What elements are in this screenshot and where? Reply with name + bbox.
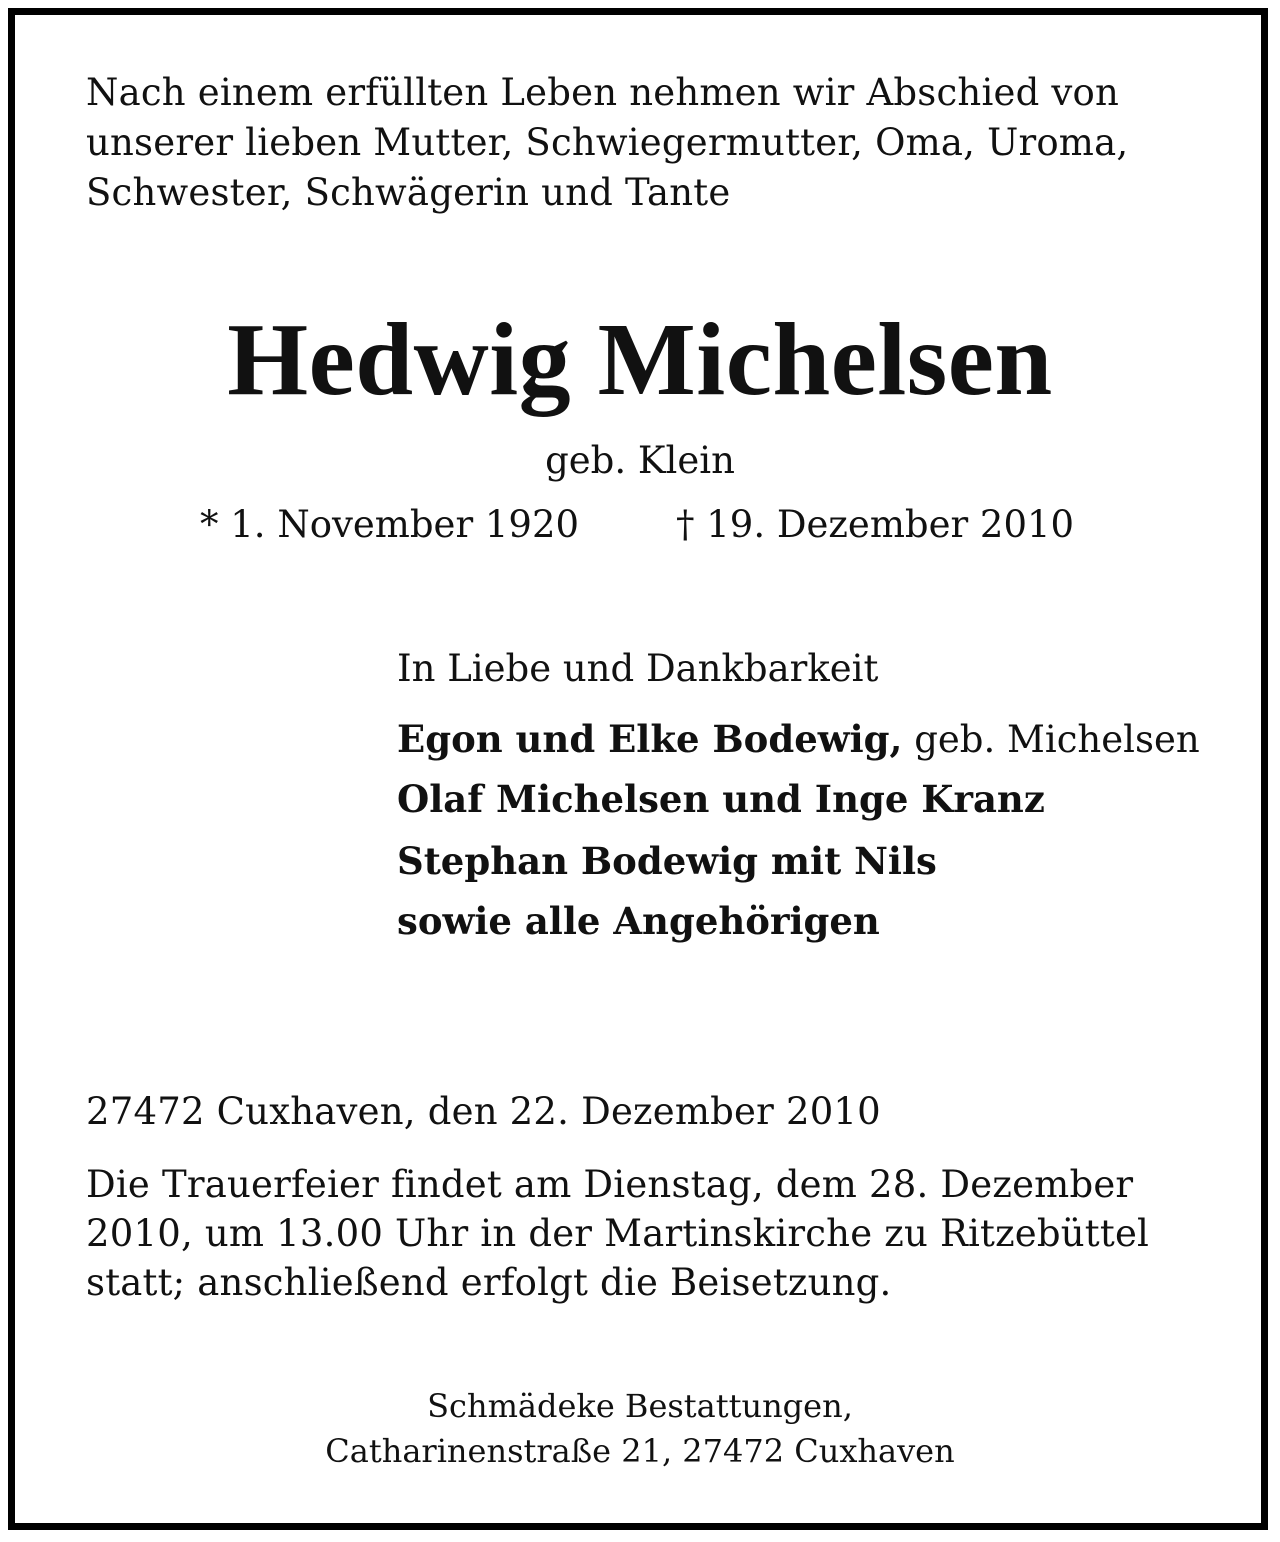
death-date: † 19. Dezember 2010	[676, 503, 1075, 546]
mourners-heading: In Liebe und Dankbarkeit	[397, 647, 879, 690]
birth-date: * 1. November 1920	[200, 503, 580, 546]
funeral-home-address: Catharinenstraße 21, 27472 Cuxhaven	[325, 1432, 955, 1470]
deceased-name: Hedwig Michelsen	[227, 302, 1053, 417]
mourner-note: geb. Michelsen	[902, 718, 1200, 761]
place-date: 27472 Cuxhaven, den 22. Dezember 2010	[86, 1090, 881, 1133]
service-line-3: statt; anschließend erfolgt die Beisetzung.	[86, 1261, 892, 1304]
birth-name: geb. Klein	[545, 439, 735, 482]
intro-line-2: unserer lieben Mutter, Schwiegermutter, Oma, Uroma,	[86, 121, 1129, 164]
service-line-2: 2010, um 13.00 Uhr in der Martinskirche zu Ritzebüttel	[86, 1212, 1150, 1255]
mourner-name: sowie alle Angehörigen	[397, 899, 880, 943]
mourner-entry-2	[397, 777, 1045, 821]
mourner-entry-1	[397, 717, 1200, 761]
service-line-1: Die Trauerfeier findet am Dienstag, dem 28. Dezember	[86, 1163, 1134, 1206]
mourner-entry-4	[397, 899, 880, 943]
mourner-name: Olaf Michelsen und Inge Kranz	[397, 777, 1045, 821]
mourner-entry-3	[397, 839, 937, 883]
intro-line-3: Schwester, Schwägerin und Tante	[86, 171, 731, 214]
mourner-name: Egon und Elke Bodewig,	[397, 717, 903, 761]
funeral-home-name: Schmädeke Bestattungen,	[427, 1387, 853, 1425]
mourner-name: Stephan Bodewig mit Nils	[397, 839, 937, 883]
intro-line-1: Nach einem erfüllten Leben nehmen wir Abschied von	[86, 71, 1120, 114]
